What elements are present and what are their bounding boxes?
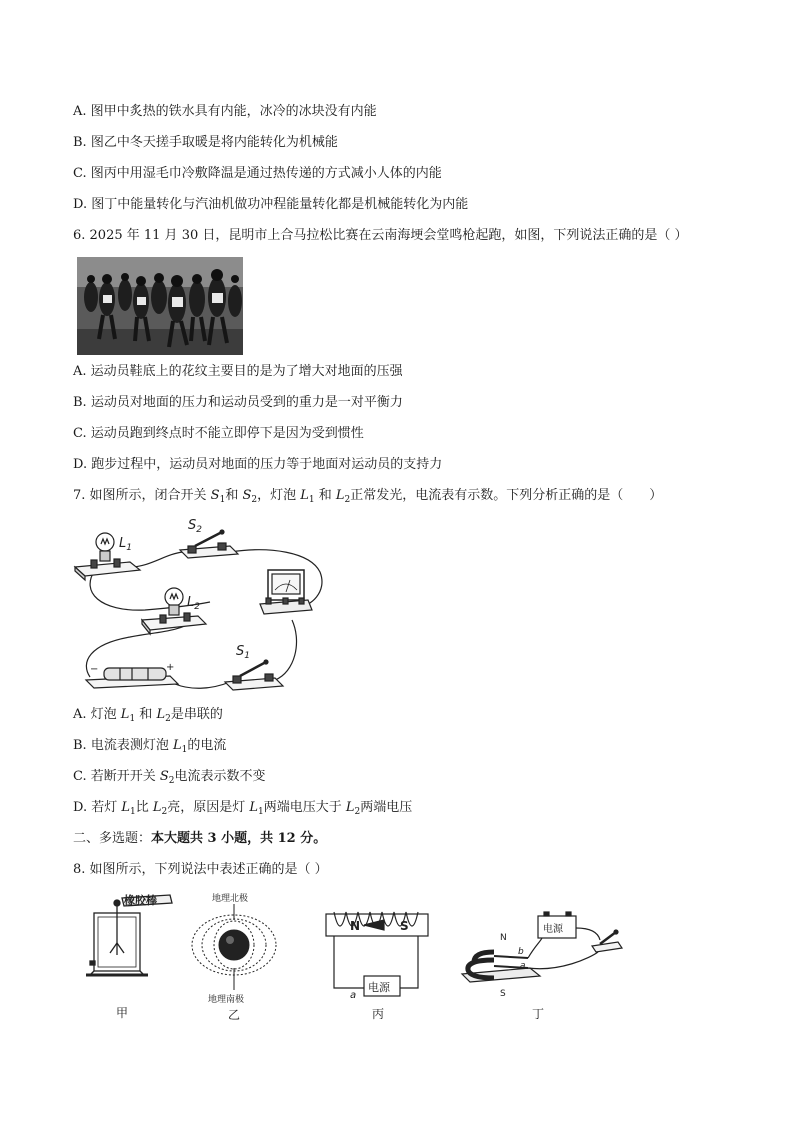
caption-jia: 甲: [116, 1006, 129, 1020]
q6-option-a: A. 运动员鞋底上的花纹主要目的是为了增大对地面的压强: [73, 364, 403, 379]
q5-option-a: A. 图甲中炙热的铁水具有内能，冰冷的冰块没有内能: [73, 104, 377, 119]
q7-stem: 7. 如图所示，闭合开关 $S_1$和 $S_2$，灯泡 $L_1$ 和 $L_2$正常发光，电流表有示数。下列分析正确的是（ ）: [73, 488, 663, 505]
solenoid-s-label: S: [400, 919, 409, 933]
caption-bing: 丙: [372, 1007, 385, 1021]
marathon-photo: [77, 257, 243, 355]
magnet-s-label: S: [500, 989, 506, 999]
power-label-ding: 电源: [543, 924, 563, 935]
q7-option-d: D. 若灯 $L_1$比 $L_2$亮，原因是灯 $L_1$两端电压大于 $L_2$两端电压: [73, 800, 413, 817]
magnet-n-label: N: [500, 933, 507, 943]
svg-text:S1: $S_1$: [236, 644, 250, 661]
geo-north-label: 地理北极: [212, 894, 249, 904]
q5-option-d: D. 图丁中能量转化与汽油机做功冲程能量转化都是机械能转化为内能: [73, 197, 469, 212]
rubber-rod-label: 橡胶棒: [124, 894, 157, 907]
q7-option-b: B. 电流表测灯泡 $L_1$的电流: [73, 738, 227, 755]
caption-yi: 乙: [228, 1008, 241, 1021]
q8-fig-ding: [460, 906, 632, 1021]
solenoid-n-label: N: [350, 919, 361, 933]
q7-option-a: A. 灯泡 $L_1$ 和 $L_2$是串联的: [73, 707, 223, 724]
q7-circuit-figure: [70, 512, 332, 698]
q5-option-b: B. 图乙中冬天搓手取暖是将内能转化为机械能: [73, 135, 338, 150]
q6-stem: 6. 2025 年 11 月 30 日，昆明市上合马拉松比赛在云南海埂会堂鸣枪起跑，如图，下列说法正确的是（ ）: [73, 228, 688, 243]
caption-ding: 丁: [532, 1007, 545, 1021]
power-label-bing: 电源: [368, 981, 390, 994]
q6-option-d: D. 跑步过程中，运动员对地面的压力等于地面对运动员的支持力: [73, 457, 443, 472]
q7-option-c: C. 若断开开关 $S_2$电流表示数不变: [73, 769, 266, 786]
point-b-label: b: [518, 947, 524, 957]
svg-text:L1: $L_1$: [119, 536, 132, 553]
point-a-label: a: [520, 961, 526, 971]
svg-text:−: −: [90, 664, 99, 675]
svg-text:+: +: [166, 662, 175, 673]
q8-fig-jia: [78, 893, 176, 1021]
section-heading: 二、多选题：本大题共 3 小题，共 12 分。: [73, 831, 327, 846]
q8-stem: 8. 如图所示，下列说法中表述正确的是（ ）: [73, 862, 328, 877]
q6-option-c: C. 运动员跑到终点时不能立即停下是因为受到惯性: [73, 426, 364, 441]
terminal-a-label: a: [350, 990, 357, 1001]
svg-text:S2: $S_2$: [188, 518, 202, 535]
q8-fig-bing: [320, 906, 438, 1021]
q6-option-b: B. 运动员对地面的压力和运动员受到的重力是一对平衡力: [73, 395, 403, 410]
svg-text:L2: $L_2$: [187, 595, 200, 612]
q8-fig-yi: [190, 890, 280, 1021]
geo-south-label: 地理南极: [208, 995, 245, 1005]
q5-option-c: C. 图丙中用湿毛巾冷敷降温是通过热传递的方式减小人体的内能: [73, 166, 442, 181]
